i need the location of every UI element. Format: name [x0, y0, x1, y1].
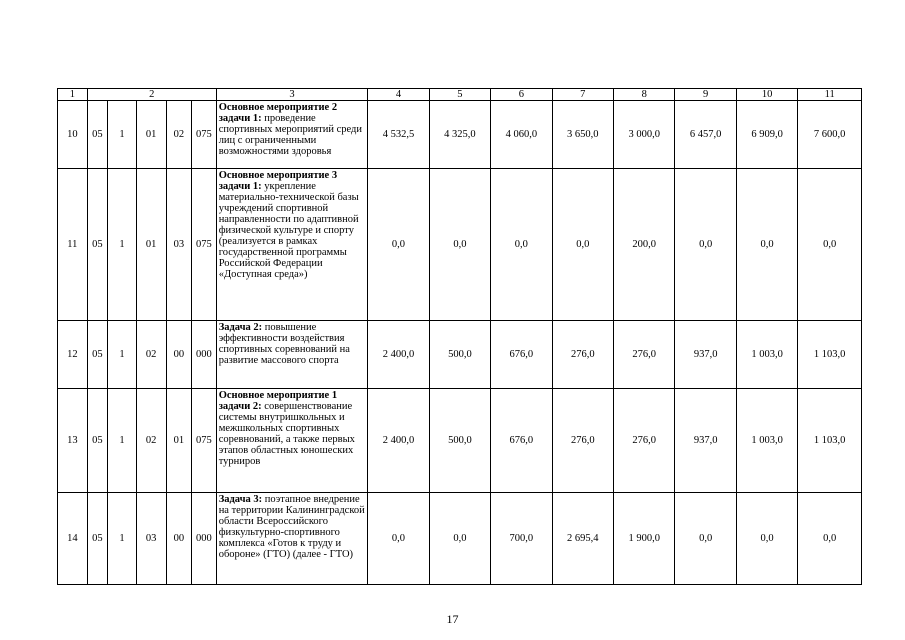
description-text: проведение спортивных мероприятий среди лиц с ограниченными возможностями здоровья [218, 113, 363, 157]
value-cell: 0,0 [736, 493, 797, 585]
col-header-3: 3 [216, 89, 368, 101]
value-cell: 4 532,5 [368, 101, 429, 169]
value-cell: 6 909,0 [736, 101, 797, 169]
col-header-4: 4 [368, 89, 429, 101]
code-cell: 02 [136, 389, 166, 493]
value-cell: 0,0 [552, 169, 613, 321]
value-cell: 0,0 [675, 169, 736, 321]
value-cell: 1 900,0 [614, 493, 675, 585]
col-header-2: 2 [87, 89, 216, 101]
value-cell: 4 060,0 [491, 101, 552, 169]
table-row [58, 169, 862, 321]
col-header-1: 1 [58, 89, 88, 101]
code-cell: 1 [108, 169, 137, 321]
value-cell: 0,0 [736, 169, 797, 321]
col-header-5: 5 [429, 89, 490, 101]
code-cell: 075 [192, 101, 217, 169]
value-cell: 1 103,0 [798, 321, 862, 389]
value-cell: 2 400,0 [368, 321, 429, 389]
table-row [58, 389, 862, 493]
value-cell: 0,0 [491, 169, 552, 321]
value-cell: 276,0 [552, 321, 613, 389]
description-text: поэтапное внедрение на территории Калининградской области Всероссийского физкультурно-спортивного комплекса «Готов к труду и обороне» (ГТО) (далее - ГТО) [218, 494, 365, 560]
value-cell: 937,0 [675, 321, 736, 389]
description-cell [216, 169, 368, 321]
description-cell [216, 321, 368, 389]
value-cell: 276,0 [614, 389, 675, 493]
table-row [58, 101, 862, 169]
value-cell: 276,0 [614, 321, 675, 389]
code-cell: 1 [108, 101, 137, 169]
header-row [58, 89, 862, 101]
code-cell: 1 [108, 493, 137, 585]
description-cell [216, 493, 368, 585]
value-cell: 4 325,0 [429, 101, 490, 169]
code-cell: 03 [166, 169, 192, 321]
value-cell: 1 003,0 [736, 389, 797, 493]
value-cell: 2 695,4 [552, 493, 613, 585]
value-cell: 500,0 [429, 321, 490, 389]
page-number: 17 [446, 612, 459, 626]
table-row [58, 493, 862, 585]
budget-table [57, 88, 862, 585]
code-cell: 01 [166, 389, 192, 493]
description-text: повышение эффективности воздействия спортивных соревнований на развитие массового спорта [218, 322, 350, 366]
row-number: 11 [58, 169, 88, 321]
code-cell: 00 [166, 493, 192, 585]
value-cell: 6 457,0 [675, 101, 736, 169]
description-cell [216, 389, 368, 493]
table-row [58, 321, 862, 389]
code-cell: 000 [192, 493, 217, 585]
code-cell: 01 [136, 169, 166, 321]
description-bold: Основное мероприятие 3 задачи 1: [218, 170, 338, 192]
row-number: 13 [58, 389, 88, 493]
value-cell: 676,0 [491, 321, 552, 389]
value-cell: 7 600,0 [798, 101, 862, 169]
row-number: 12 [58, 321, 88, 389]
description-text: совершенствование системы внутришкольных и межшкольных спортивных соревнований, а также первых этапов областных юношеских турниров [218, 401, 355, 467]
value-cell: 0,0 [675, 493, 736, 585]
code-cell: 05 [87, 101, 107, 169]
code-cell: 075 [192, 389, 217, 493]
row-number: 10 [58, 101, 88, 169]
code-cell: 1 [108, 389, 137, 493]
col-header-10: 10 [736, 89, 797, 101]
row-number: 14 [58, 493, 88, 585]
col-header-11: 11 [798, 89, 862, 101]
code-cell: 05 [87, 321, 107, 389]
code-cell: 05 [87, 389, 107, 493]
col-header-9: 9 [675, 89, 736, 101]
col-header-7: 7 [552, 89, 613, 101]
code-cell: 000 [192, 321, 217, 389]
value-cell: 2 400,0 [368, 389, 429, 493]
value-cell: 0,0 [368, 493, 429, 585]
description-bold: Задача 3: [218, 494, 263, 505]
value-cell: 276,0 [552, 389, 613, 493]
value-cell: 1 003,0 [736, 321, 797, 389]
value-cell: 3 650,0 [552, 101, 613, 169]
description-bold: Основное мероприятие 1 задачи 2: [218, 390, 338, 412]
code-cell: 02 [136, 321, 166, 389]
value-cell: 700,0 [491, 493, 552, 585]
code-cell: 02 [166, 101, 192, 169]
value-cell: 0,0 [368, 169, 429, 321]
code-cell: 05 [87, 169, 107, 321]
code-cell: 00 [166, 321, 192, 389]
description-bold: Задача 2: [218, 322, 263, 333]
col-header-6: 6 [491, 89, 552, 101]
col-header-8: 8 [614, 89, 675, 101]
value-cell: 0,0 [798, 493, 862, 585]
value-cell: 0,0 [429, 493, 490, 585]
code-cell: 03 [136, 493, 166, 585]
code-cell: 075 [192, 169, 217, 321]
value-cell: 937,0 [675, 389, 736, 493]
value-cell: 1 103,0 [798, 389, 862, 493]
value-cell: 0,0 [798, 169, 862, 321]
value-cell: 0,0 [429, 169, 490, 321]
description-cell [216, 101, 368, 169]
value-cell: 676,0 [491, 389, 552, 493]
code-cell: 01 [136, 101, 166, 169]
value-cell: 200,0 [614, 169, 675, 321]
description-bold: Основное мероприятие 2 задачи 1: [218, 102, 338, 124]
description-text: укрепление материально-технической базы учреждений спортивной направленности по адаптивной физической культуре и спорту (реализуется в рамках государственной программы Российской Федерации «Доступная среда») [218, 181, 359, 280]
value-cell: 3 000,0 [614, 101, 675, 169]
value-cell: 500,0 [429, 389, 490, 493]
code-cell: 05 [87, 493, 107, 585]
code-cell: 1 [108, 321, 137, 389]
